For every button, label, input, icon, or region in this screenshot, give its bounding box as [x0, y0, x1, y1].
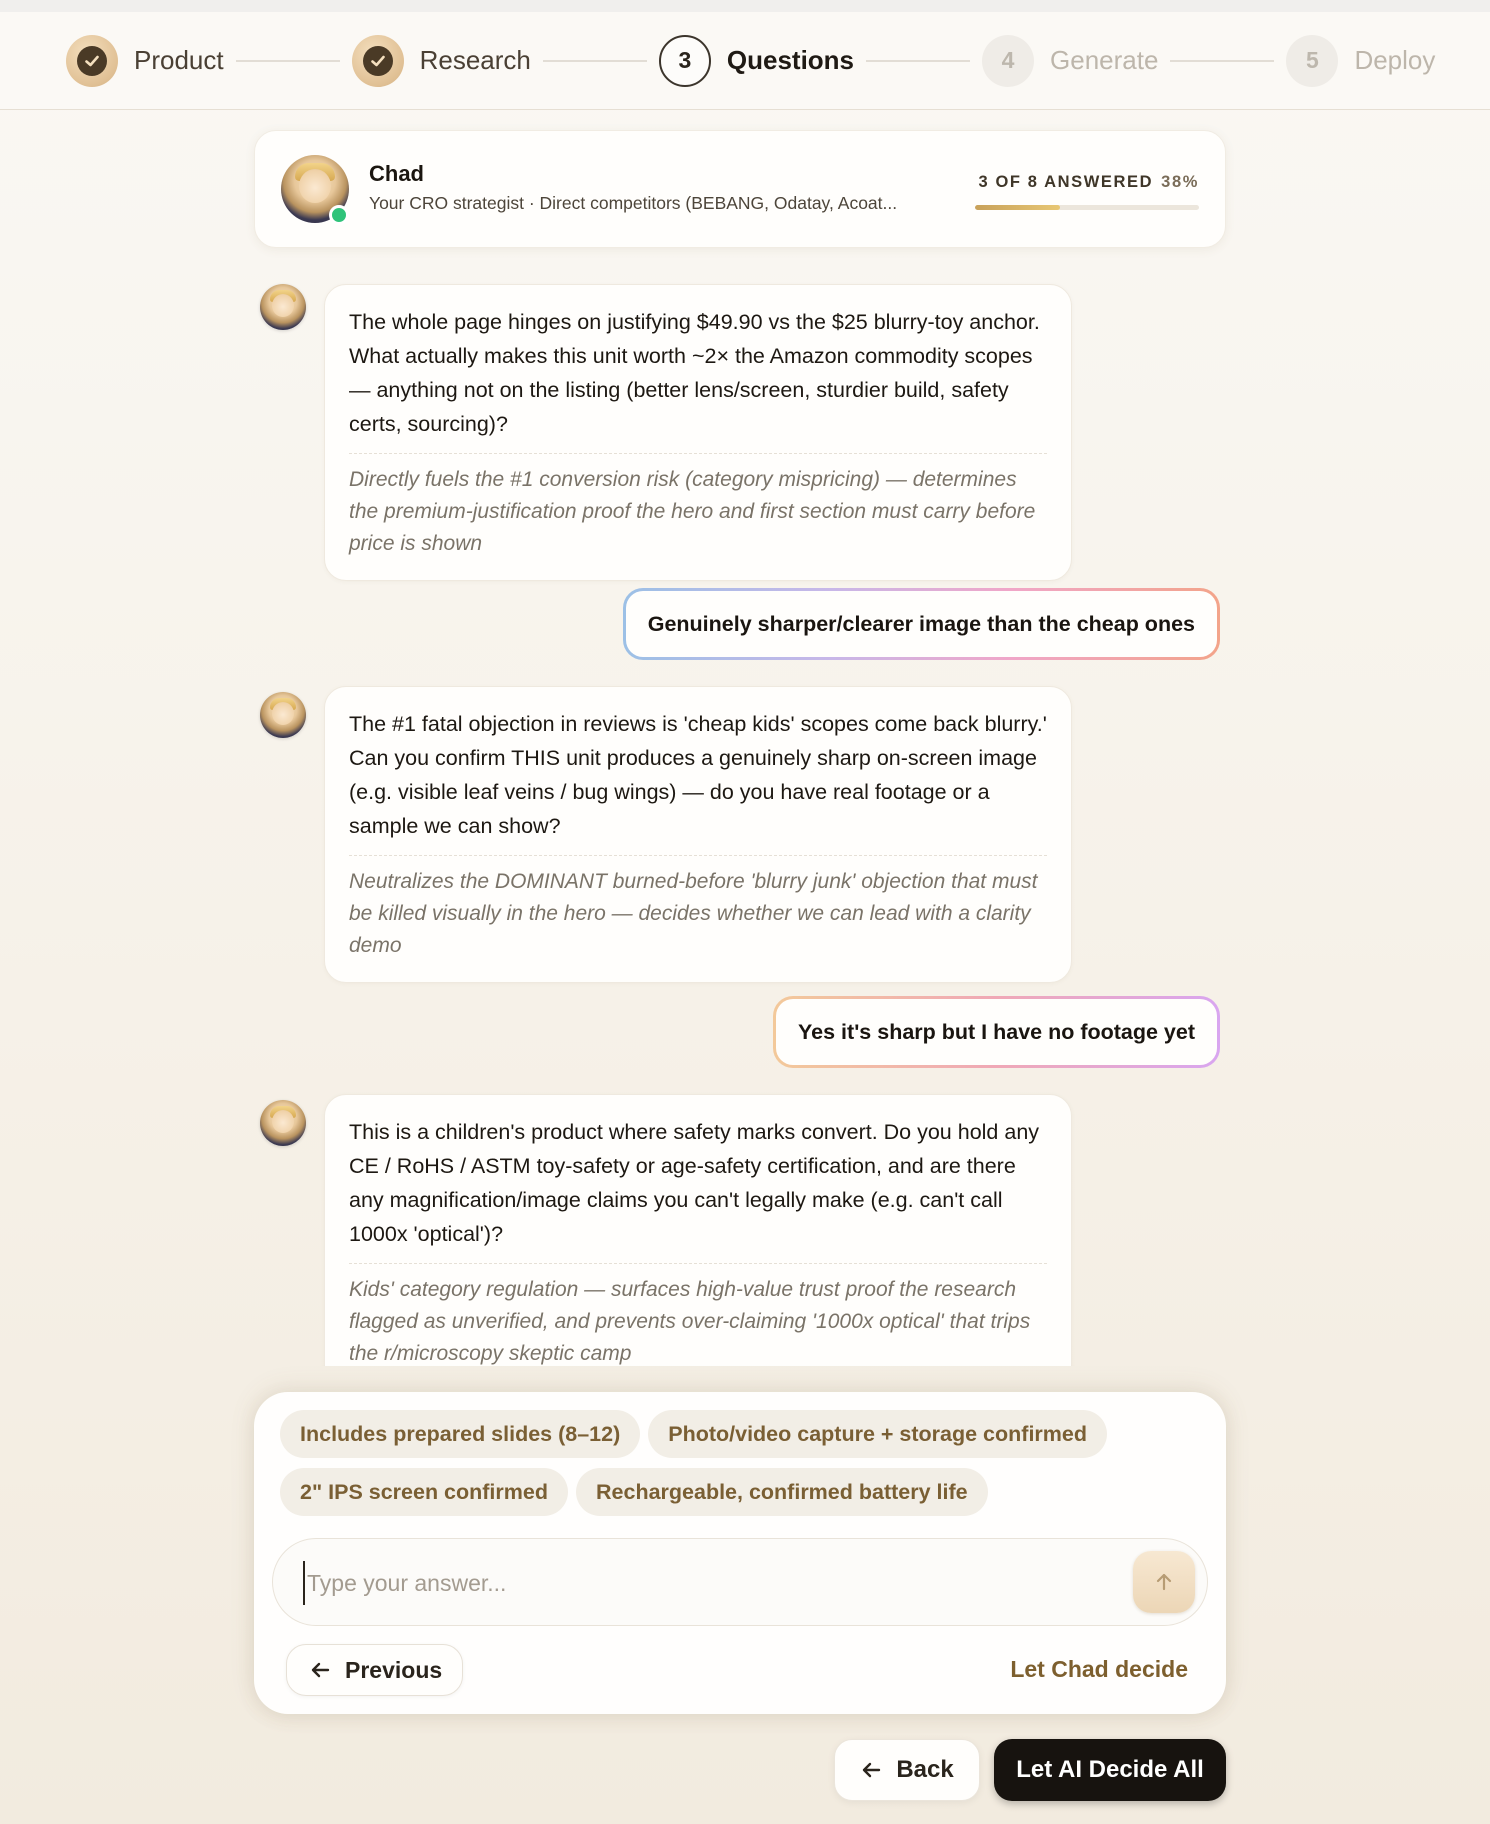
bubble-divider [349, 1263, 1047, 1264]
step-connector [543, 60, 647, 62]
user-answer-bubble [773, 996, 1220, 1068]
answer-text: Yes it's sharp but I have no footage yet [776, 999, 1217, 1065]
suggestion-chip[interactable]: Photo/video capture + storage confirmed [648, 1410, 1107, 1458]
assistant-message [254, 686, 1226, 971]
step-label: Deploy [1354, 45, 1436, 75]
progress-answered-label: 3 OF 8 ANSWERED [978, 173, 1154, 191]
progress-counter [979, 173, 1200, 192]
step-label: Generate [1050, 45, 1159, 75]
answer-input[interactable] [303, 1561, 1123, 1605]
step-done-badge [352, 35, 404, 87]
suggestion-chip[interactable]: Rechargeable, confirmed battery life [576, 1468, 988, 1516]
step-connector [866, 60, 970, 62]
agent-avatar-small [260, 1100, 306, 1146]
wizard-stepper [0, 12, 1490, 110]
suggestion-chip[interactable]: 2" IPS screen confirmed [280, 1468, 568, 1516]
online-status-indicator [329, 205, 349, 225]
previous-button[interactable] [286, 1644, 463, 1696]
arrow-up-icon [1152, 1570, 1176, 1594]
bubble-divider [349, 453, 1047, 454]
question-text: The whole page hinges on justifying $49.90 vs the $25 blurry-toy anchor. What actually makes this unit worth ~2× the Amazon commodity scopes — anything not on the listing (better lens/screen, sturdier build, safety certs, sourcing)? [349, 310, 1040, 436]
back-label: Back [896, 1756, 954, 1783]
answer-composer-panel [254, 1392, 1226, 1714]
step-connector [236, 60, 340, 62]
step-deploy [1286, 35, 1435, 87]
agent-avatar-small [260, 284, 306, 330]
send-button[interactable] [1133, 1551, 1195, 1613]
agent-header-card [254, 130, 1226, 248]
suggestion-chips [280, 1410, 1200, 1516]
let-ai-decide-all-button[interactable]: Let AI Decide All [994, 1739, 1226, 1801]
question-bubble [324, 1094, 1072, 1366]
step-connector [1170, 60, 1274, 62]
step-number-badge: 5 [1286, 35, 1338, 87]
arrow-left-icon [309, 1659, 331, 1681]
question-rationale: Kids' category regulation — surfaces high-value trust proof the research flagged as unverified, and prevents over-claiming '1000x optical' that trips the r/microscopy skeptic camp [349, 1278, 1031, 1365]
window-top-strip [0, 0, 1490, 12]
assistant-message [254, 1094, 1226, 1366]
chat-thread[interactable] [254, 272, 1226, 1366]
question-bubble [324, 686, 1072, 983]
question-rationale: Directly fuels the #1 conversion risk (category mispricing) — determines the premium-justification proof the hero and first section must carry before price is shown [349, 468, 1036, 555]
step-product[interactable] [66, 35, 224, 87]
step-generate [982, 35, 1158, 87]
step-label: Questions [726, 45, 855, 75]
answer-input-container [272, 1538, 1208, 1626]
back-button[interactable] [834, 1739, 980, 1801]
agent-avatar-small [260, 692, 306, 738]
step-research[interactable] [352, 35, 531, 87]
previous-label: Previous [345, 1656, 443, 1683]
bubble-divider [349, 855, 1047, 856]
agent-name: Chad [369, 161, 424, 186]
let-chad-decide-button[interactable]: Let Chad decide [1010, 1656, 1188, 1682]
suggestion-chip[interactable]: Includes prepared slides (8–12) [280, 1410, 640, 1458]
answer-text: Genuinely sharper/clearer image than the cheap ones [626, 591, 1217, 657]
arrow-left-icon [860, 1759, 882, 1781]
step-label: Research [419, 45, 531, 75]
checkmark-icon [369, 52, 387, 70]
question-bubble [324, 284, 1072, 581]
step-label: Product [134, 45, 224, 75]
question-text: The #1 fatal objection in reviews is 'cheap kids' scopes come back blurry.' Can you confirm THIS unit produces a genuinely sharp on-screen image (e.g. visible leaf veins / bug wings) — do you have real footage or a sample we can show? [349, 712, 1047, 838]
progress-bar-fill [975, 205, 1060, 210]
checkmark-icon [83, 52, 101, 70]
user-answer-bubble [623, 588, 1220, 660]
question-text: This is a children's product where safety marks convert. Do you hold any CE / RoHS / ASTM toy-safety or age-safety certification, and are there any magnification/image claims you can't legally make (e.g. can't call 1000x 'optical')? [349, 1120, 1040, 1246]
step-questions[interactable] [659, 35, 854, 87]
step-number-badge: 4 [982, 35, 1034, 87]
step-number-badge: 3 [659, 35, 711, 87]
question-rationale: Neutralizes the DOMINANT burned-before 'blurry junk' objection that must be killed visually in the hero — decides whether we can lead with a clarity demo [349, 870, 1038, 957]
progress-bar [975, 205, 1199, 210]
agent-subtitle: Your CRO strategist · Direct competitors (BEBANG, Odatay, Acoat... [369, 193, 898, 213]
progress-percent: 38% [1161, 173, 1199, 191]
step-done-badge [66, 35, 118, 87]
assistant-message [254, 278, 1226, 563]
